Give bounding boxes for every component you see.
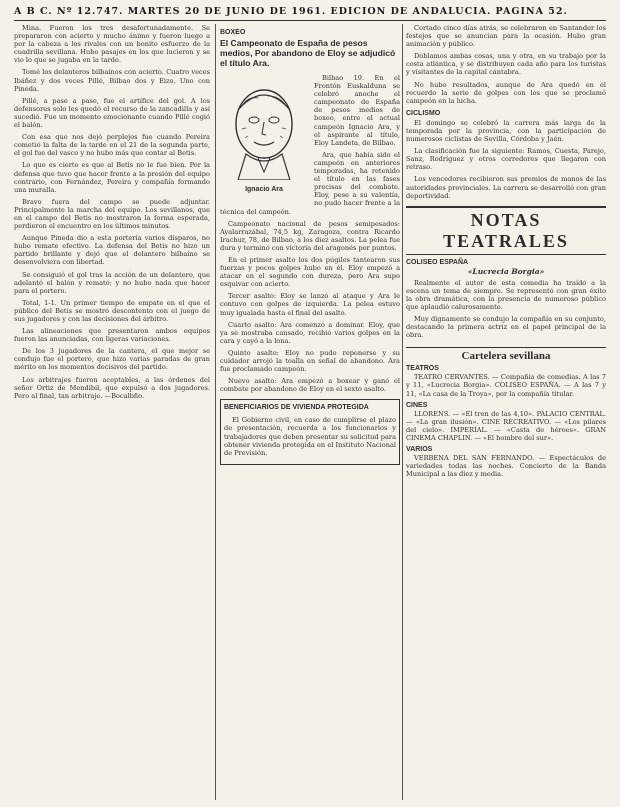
listings-varios-label: VARIOS (406, 446, 433, 453)
listings-varios-text: VERBENA DEL SAN FERNANDO. — Espectáculos de variedades todas las noches. Concierto de la Banda Municipal a las diez y media. (406, 454, 606, 479)
paragraph: Con esa que nos dejó perplejos fue cuando Pereira cometió la falta de la tarde en el 21 de la segunda parte, el gol fue del vasco y no hubo más que contar al Betis. (14, 133, 210, 158)
housing-notice-box (220, 399, 400, 464)
paragraph: Tercer asalto: Eloy se lanzó al ataque y Ara le contuvo con golpes de izquierda. La pelea estuvo muy igualada hasta el final del asalto. (220, 292, 400, 317)
column-rule-1 (215, 24, 216, 800)
paragraph: Bravo fuera del campo se puede adjuntar. Principalmente la marcha del equipo. Los sevillanos, que en el campo del Betis no mostraron la forma esperada, perdieron el encuentro en los últimos minutos. (14, 197, 210, 231)
paragraph: En el primer asalto los dos púgiles tantearon sus fuerzas y pocos golpes hubo en él. Eloy empezó a atacar en el segundo con dureza, pero Ara supo esquivar con acierto. (220, 255, 400, 289)
paragraph: Tomé los delanteros bilbaínos con acierto. Cuatro veces Ibáñez y dos veces Pillé, Bilbao dos y Eizo. Uno con Pineda. (14, 68, 210, 93)
paragraph: Mina. Fueron los tres desafortunadamente. Se prepararon con acierto y mucho ánimo y fueron luego a por la cabeza a los rivales con un bonito esfuerzo de la cuadrilla sevillana. Hubo pasajes en los que lucieron y se vio lo que se jugaba en la tarde. (14, 24, 210, 65)
section-label-ciclismo: CICLISMO (406, 109, 441, 117)
paragraph: Muy dignamente se condujo la compañía en su conjunto, destacando la primera actriz en el papel principal de la obra. (406, 315, 606, 340)
paragraph: Realmente el autor de esta comedia ha traído a la escena un tema de siempre. Se representó con gran éxito la obra dramática, con la presencia de numeroso público que aplaudió calurosamente. (406, 278, 606, 311)
paragraph: De los 3 jugadores de la cantera, el que mejor se condujo fue el portero, que hizo varias paradas de gran mérito en los momentos decisivos del partido. (14, 347, 210, 372)
listings-cines-label: CINES (406, 401, 428, 409)
paragraph: Bilbao 19. En el Frontón Euskalduna se celebró anoche el campeonato de España de pesos medios de boxeo, entre el actual campeón Ignacio Ara, y el aspirante al título, Eloy Landeta, de Bilbao. (314, 74, 400, 147)
paragraph: Las alineaciones que presentaron ambos equipos fueron las anunciadas, con ligeras variaciones. (14, 327, 210, 344)
portrait-caption: Ignacio Ara (245, 186, 283, 193)
listings-teatros-label: TEATROS (406, 365, 439, 373)
paragraph: Pillé, a pase a pase, fue el artífice del gol. A los defensores solo les quedó el recurso de la zancadilla y así sucedió. Fue un momento emocionante cuando Pillé cogió el balón. (14, 96, 210, 130)
paragraph: Total, 1-1. Un primer tiempo de empate en el que el público del Betis se mostró descontento con el juego de sus jugadores y con las decisiones del árbitro. (14, 298, 210, 323)
theatre-venue-label: COLISEO ESPAÑA (406, 258, 469, 266)
portrait-figure (220, 76, 308, 197)
paragraph: La clasificación fue la siguiente: Ramos, Cuesta, Parejo, Sanz, Rodríguez y otros corredores que llegaron con retraso. (406, 147, 606, 172)
paragraph: El domingo se celebró la carrera más larga de la temporada por la provincia, con la participación de numerosos ciclistas de Sevilla, Córdoba y Jaén. (406, 118, 606, 144)
housing-notice-text: El Gobierno civil, en caso de cumplirse el plazo de presentación, recuerda a los funcionarios y trabajadores que deben presentar su solicitud para obtener vivienda protegida en el Instituto Nacional de Previsión. (224, 416, 396, 457)
column-rule-2 (402, 24, 403, 800)
boxing-headline: El Campeonato de España de pesos medios, Por abandono de Eloy se adjudicó el título Ara. (220, 38, 396, 68)
column-misc-theatre (406, 24, 606, 800)
paragraph: Quinto asalto: Eloy no pudo reponerse y su cuidador arrojó la toalla en señal de abandono. Ara fue proclamado campeón. (220, 348, 400, 374)
column-sports-football (14, 24, 210, 800)
paragraph: Cortado cinco días atrás, se celebraron en Santander los festejos que se anuncian para la ocasión. Hubo gran animación y público. (406, 24, 606, 49)
paragraph: Cuarto asalto: Ara comenzó a dominar. Eloy, que ya se mostraba cansado, recibió varios golpes en la cara y cayó a la lona. (220, 320, 400, 345)
paragraph: Se consiguió el gol tras la acción de un delantero, que adelantó el balón y remató; y no hubo nada que hacer para el portero. (14, 270, 210, 295)
section-label-boxeo: BOXEO (220, 29, 246, 36)
paragraph: Campeonato nacional de pesos semipesados: Ayalarrazábal, 74,5 kg, Zaragoza, contra Ricardo Irachur, 78, de Bilbao, a los diez asaltos. La pelea fue dura y terminó con victoria del aragonés por puntos. (220, 219, 400, 252)
theatre-notes-title: NOTAS TEATRALES (406, 206, 606, 255)
paragraph: Aunque Pineda dio a esta portería varios disparos, no hubo remate efectivo. La defensa del Betis no hizo un partido brillante y dejó que el delantero bilbaíno se desenvolviera con libertad. (14, 234, 210, 267)
page-header: A B C. Nº 12.747. MARTES 20 DE JUNIO DE 1961. EDICION DE ANDALUCIA. PAGINA 52. (14, 6, 606, 21)
paragraph: Nuevo asalto: Ara empezó a boxear y ganó el combate por abandono de Eloy en el sexto asalto. (220, 377, 400, 394)
listings-cines-text: LLORENS. — «El tren de las 4,10». PALACIO CENTRAL. — «La gran ilusión». CINE RECREATIVO. — «Los pilares del cielo». IMPERIAL. — «Casta de héroes». GRAN CINEMA CHAPLIN. — «El hombre del sur». (406, 409, 606, 442)
paragraph: No hubo resultados, aunque de Ara quedó en el recuerdo la serie de golpes con los que se proclamó campeón en la lucha. (406, 80, 606, 105)
listings-title: Cartelera sevillana (406, 347, 606, 362)
play-title: «Lucrecia Borgia» (467, 266, 545, 276)
ara-portrait-illustration (220, 76, 308, 180)
closing-paragraph: Los arbitrajes fueron aceptables, a las órdenes del señor Ortiz de Mendíbil, que expulsó a dos jugadores. Pero al final, tan arbitraje. —Bocalbño. (14, 375, 210, 400)
paragraph: Doblamos ambas cosas, una y otra, en su trabajo por la costa atlántica, y se distribuyen cada año para los turistas y visitantes de la capital cántabra. (406, 52, 606, 77)
paragraph: Ara, que había sido el campeón en anteriores temporadas, ha retenido el título en las fases precisas del combate. Eloy, pese a su valentía, no pudo hacer frente a la técnica del campeón. (220, 150, 400, 216)
listings-teatros-text: TEATRO CERVANTES. — Compañía de comedias. A las 7 y 11, «Lucrecia Borgia». COLISEO ESPAÑA. — A las 7 y 11, «La casa de la Troya», por la compañía titular. (406, 373, 606, 398)
housing-notice-headline: BENEFICIARIOS DE VIVIENDA PROTEGIDA (224, 404, 369, 412)
column-sports-boxing (220, 24, 400, 800)
paragraph: Lo que es cierto es que al Betis no le fue bien. Por la defensa que tuvo que hacer frente a la presión del equipo contrario, con Fernández, Pereira y compañía formando una muralla. (14, 161, 210, 194)
paragraph: Los vencedores recibieron sus premios de manos de las autoridades provinciales. La carrera se desarrolló con gran deportividad. (406, 175, 606, 200)
